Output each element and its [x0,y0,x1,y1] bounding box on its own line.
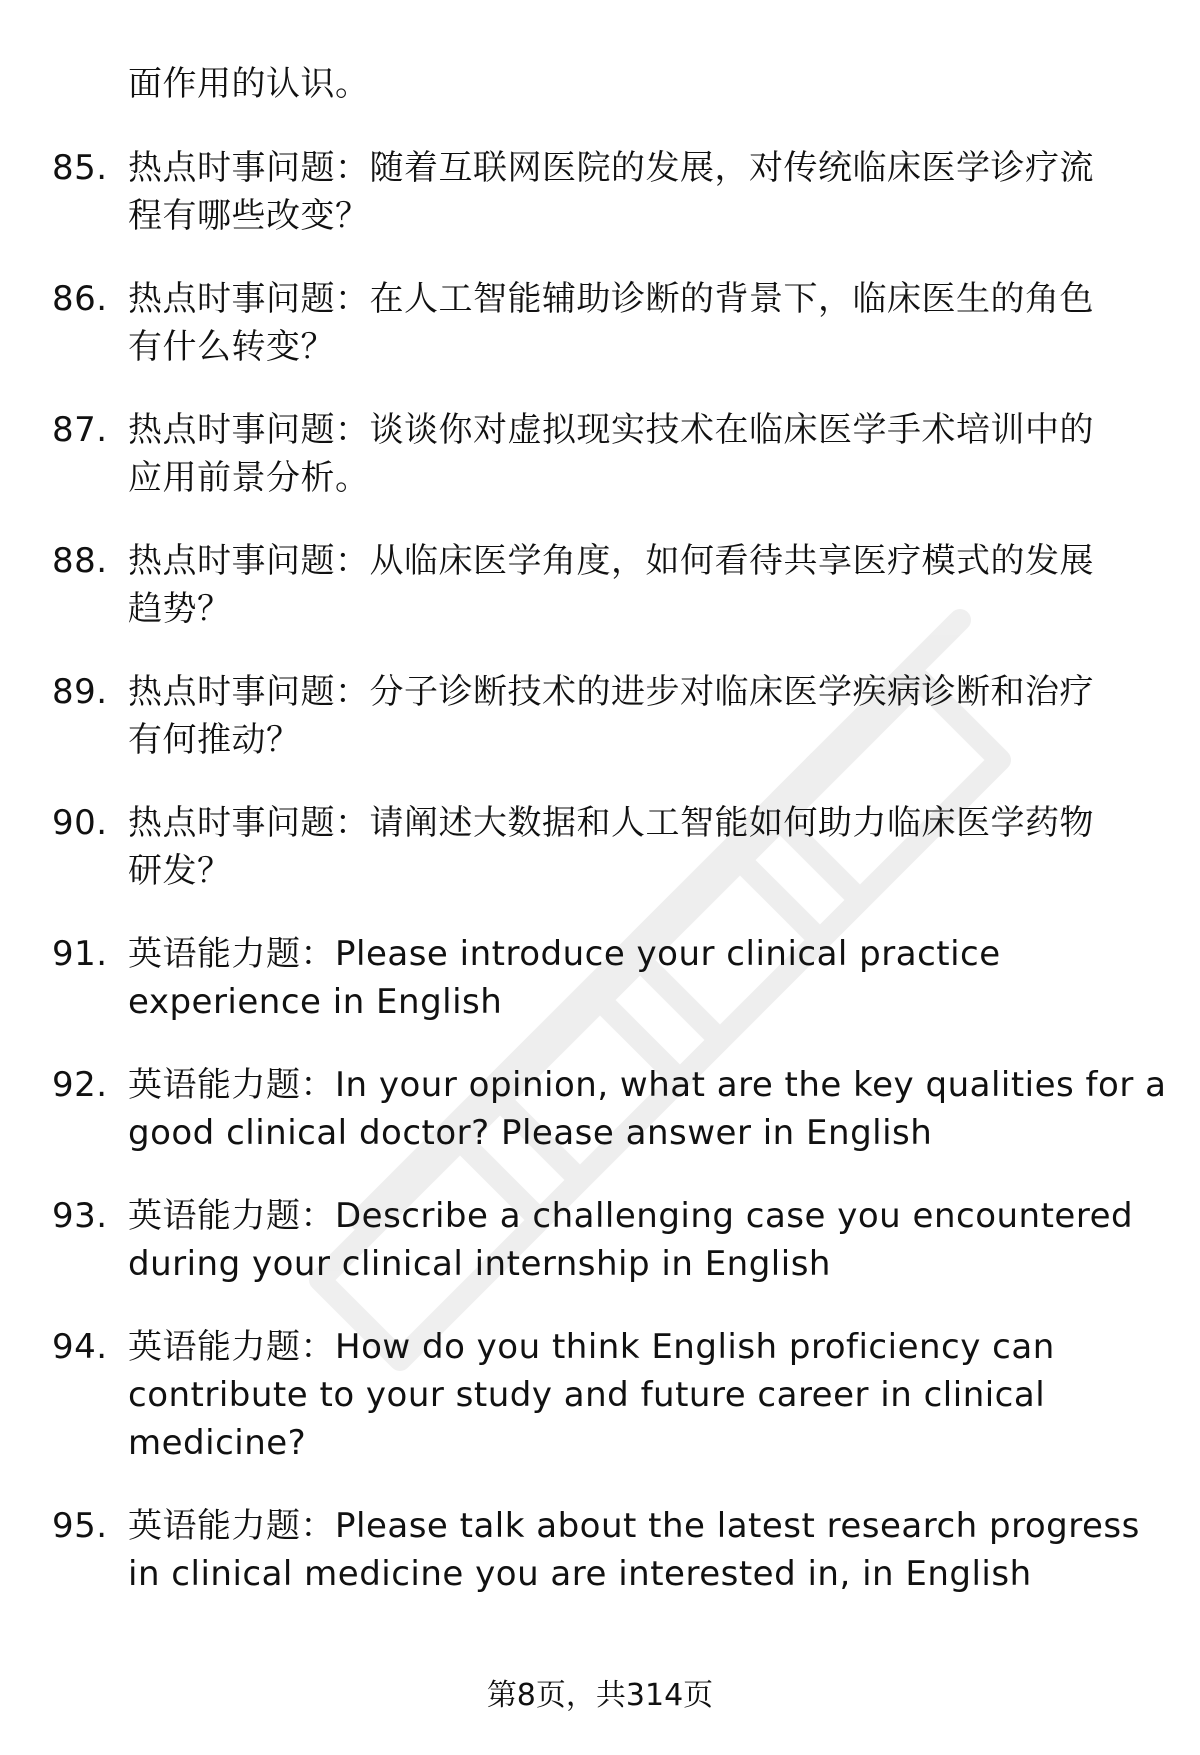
question-text: 热点时事问题：分子诊断技术的进步对临床医学疾病诊断和治疗 有何推动？ [128,672,1094,760]
question-text: 英语能力题：How do you think English proficiency can contribute to your study and future career in clinical medicine? [128,1327,1055,1463]
question-text: 热点时事问题：从临床医学角度，如何看待共享医疗模式的发展 趋势？ [128,541,1094,629]
document-content [52,60,1172,1633]
continuation-text: 面作用的认识。 [128,64,370,104]
question-number: 89. [52,672,108,712]
question-text: 热点时事问题：随着互联网医院的发展，对传统临床医学诊疗流 程有哪些改变？ [128,148,1094,236]
question-item [52,1323,1172,1467]
question-number: 88. [52,541,108,581]
question-number: 94. [52,1327,108,1367]
question-text: 英语能力题：Please talk about the latest research progress in clinical medicine you are interested in, in English [128,1506,1140,1594]
question-number: 87. [52,410,108,450]
question-number: 93. [52,1196,108,1236]
question-number: 90. [52,803,108,843]
question-number: 86. [52,279,108,319]
page-footer: 第8页，共314页 [486,1678,714,1713]
question-item [52,406,1172,502]
question-text: 热点时事问题：请阐述大数据和人工智能如何助力临床医学药物 研发？ [128,803,1094,891]
question-item [52,668,1172,764]
question-item [52,537,1172,633]
question-number: 91. [52,934,108,974]
question-item [52,1192,1172,1288]
question-item [52,275,1172,371]
question-text: 热点时事问题：谈谈你对虚拟现实技术在临床医学手术培训中的 应用前景分析。 [128,410,1094,498]
question-item [52,799,1172,895]
question-number: 92. [52,1065,108,1105]
question-list [52,144,1172,1598]
question-text: 英语能力题：Please introduce your clinical practice experience in English [128,934,1001,1022]
question-number: 85. [52,148,108,188]
question-text: 英语能力题：In your opinion, what are the key qualities for a good clinical doctor? Please answer in English [128,1065,1167,1153]
question-item [52,1502,1172,1598]
question-text: 热点时事问题：在人工智能辅助诊断的背景下，临床医生的角色 有什么转变？ [128,279,1094,367]
question-item [52,1061,1172,1157]
question-text: 英语能力题：Describe a challenging case you encountered during your clinical internship in English [128,1196,1134,1284]
question-item [52,144,1172,240]
question-number: 95. [52,1506,108,1546]
question-item [52,930,1172,1026]
